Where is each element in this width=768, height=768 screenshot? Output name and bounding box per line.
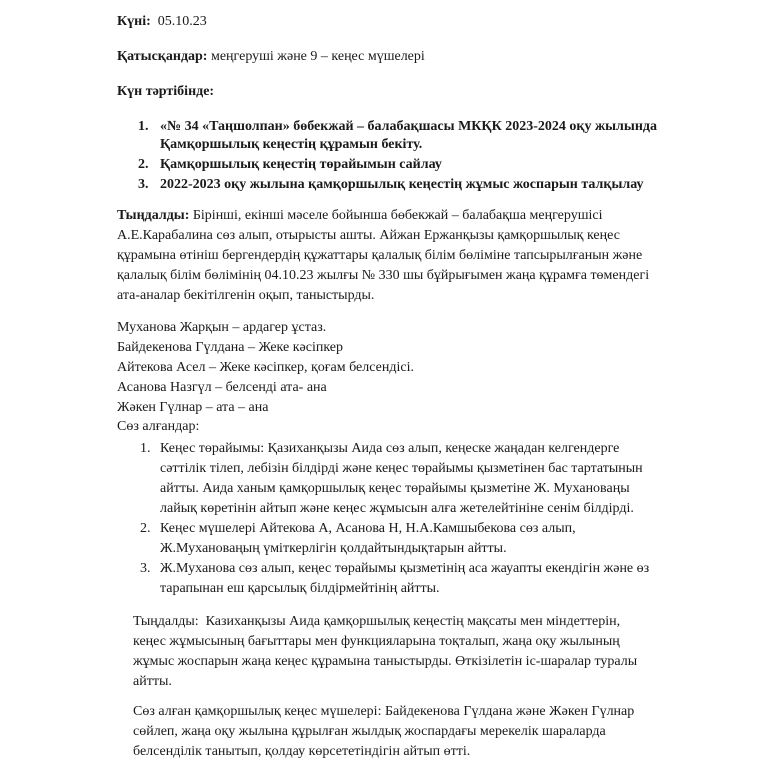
spoke-label: Сөз алғандар: [117,419,200,434]
agenda-item-text: Қамқоршылық кеңестің құрамын бекіту. [160,137,423,152]
final-text: белсенділік танытып, қолдау көрсететіндігін айтып өтті. [133,744,471,759]
spoke-item-text: Ж.Муханова сөз алып, кеңес төрайымы қызметінің аса жауапты екендігін және өз [160,561,650,576]
heard-text: құрамына өтініш бергендердің құжаттары қалалық білім бөліміне тапсырылғанын және [117,248,643,263]
spoke-item-text: тарапынан еш қарсылық білдірмейтінің айтты. [160,581,440,596]
spoke-item-text: сәттілік тілеп, лебізін білдірді және кеңес төрайымы қызметінен бас тартатынын [160,461,643,476]
date-label: Күні: [117,14,151,29]
spoke-item-text: айтты. Аида ханым қамқоршылық кеңес төрайымы қызметіне Ж. Мухановаңы [160,481,630,496]
agenda-item-number: 3. [138,177,149,192]
participants-label: Қатысқандар: [117,49,208,64]
agenda-item-text: Қамқоршылық кеңестің төрайымын сайлау [160,157,442,172]
heard-text: Казиханқызы Аида қамқоршылық кеңестің мақсаты мен міндеттерін, [205,614,621,629]
spoke-item-text: Кеңес мүшелері Айтекова А, Асанова Н, Н.А.Камшыбекова сөз алып, [160,521,576,536]
spoke-item-text: Ж.Мухановаңың үміткерлігін қолдайтындықтарын айтты. [160,541,507,556]
heard-text: қалалық білім бөлімінің 04.10.23 жылғы № 330 шы бұйрығымен жаңа құрамға төмендегі [117,268,650,283]
agenda-item-text: «№ 34 «Таңшолпан» бөбекжай – балабақшасы МКҚК 2023-2024 оқу жылында [160,119,657,134]
agenda-item-text: 2022-2023 оқу жылына қамқоршылық кеңестің жұмыс жоспарын талқылау [160,177,644,192]
spoke-item-number: 2. [140,521,151,536]
member-item: Айтекова Асел – Жеке кәсіпкер, қоғам белсендісі. [117,360,414,375]
heard-text: жұмыс жоспарын жаңа кеңес құрамына таныстырды. Өткізілетін іс-шаралар туралы [133,654,638,669]
final-text: Сөз алған қамқоршылық кеңес мүшелері: Байдекенова Гүлдана және Жәкен Гүлнар [133,704,635,719]
member-item: Муханова Жарқын – ардагер ұстаз. [117,320,327,335]
participants-line [117,49,425,65]
heard-text: Бірінші, екінші мәселе бойынша бөбекжай – балабақша меңгерушісі [192,208,603,223]
spoke-item-number: 1. [140,441,151,456]
spoke-item-number: 3. [140,561,151,576]
date-value: 05.10.23 [157,14,207,29]
agenda-item-number: 2. [138,157,149,172]
date-line [117,14,207,30]
heard-text: ата-аналар бекітілгенін оқып, таныстырды. [117,288,375,303]
spoke-item-text: лайық көретінін айтып және кеңес жұмысын алға жетелейтініне сенім білдірді. [160,501,634,516]
member-item: Асанова Назгүл – белсенді ата- ана [117,380,327,395]
final-text: сөйлеп, жаңа оқу жылына құрылған жылдық жоспардағы мерекелік шараларда [133,724,606,739]
member-item: Байдекенова Гүлдана – Жеке кәсіпкер [117,340,343,355]
spoke-item-text: Кеңес төрайымы: Қазиханқызы Аида сөз алып, кеңеске жаңадан келгендерге [160,441,620,456]
agenda-label: Күн тәртібінде: [117,84,215,99]
heard-text: кеңес жұмысының бағыттары мен функцияларына тоқталып, жаңа оқу жылының [133,634,620,649]
member-item: Жәкен Гүлнар – ата – ана [117,400,269,415]
heard-label: Тыңдалды: [117,208,190,223]
heard-label: Тыңдалды: [133,614,199,629]
heard-text: айтты. [133,674,172,689]
heard-text: А.Е.Карабалина сөз алып, отырысты ашты. Айжан Ержанқызы қамқоршылық кеңес [117,228,620,243]
agenda-item-number: 1. [138,119,149,134]
participants-value: меңгеруші және 9 – кеңес мүшелері [210,49,425,64]
